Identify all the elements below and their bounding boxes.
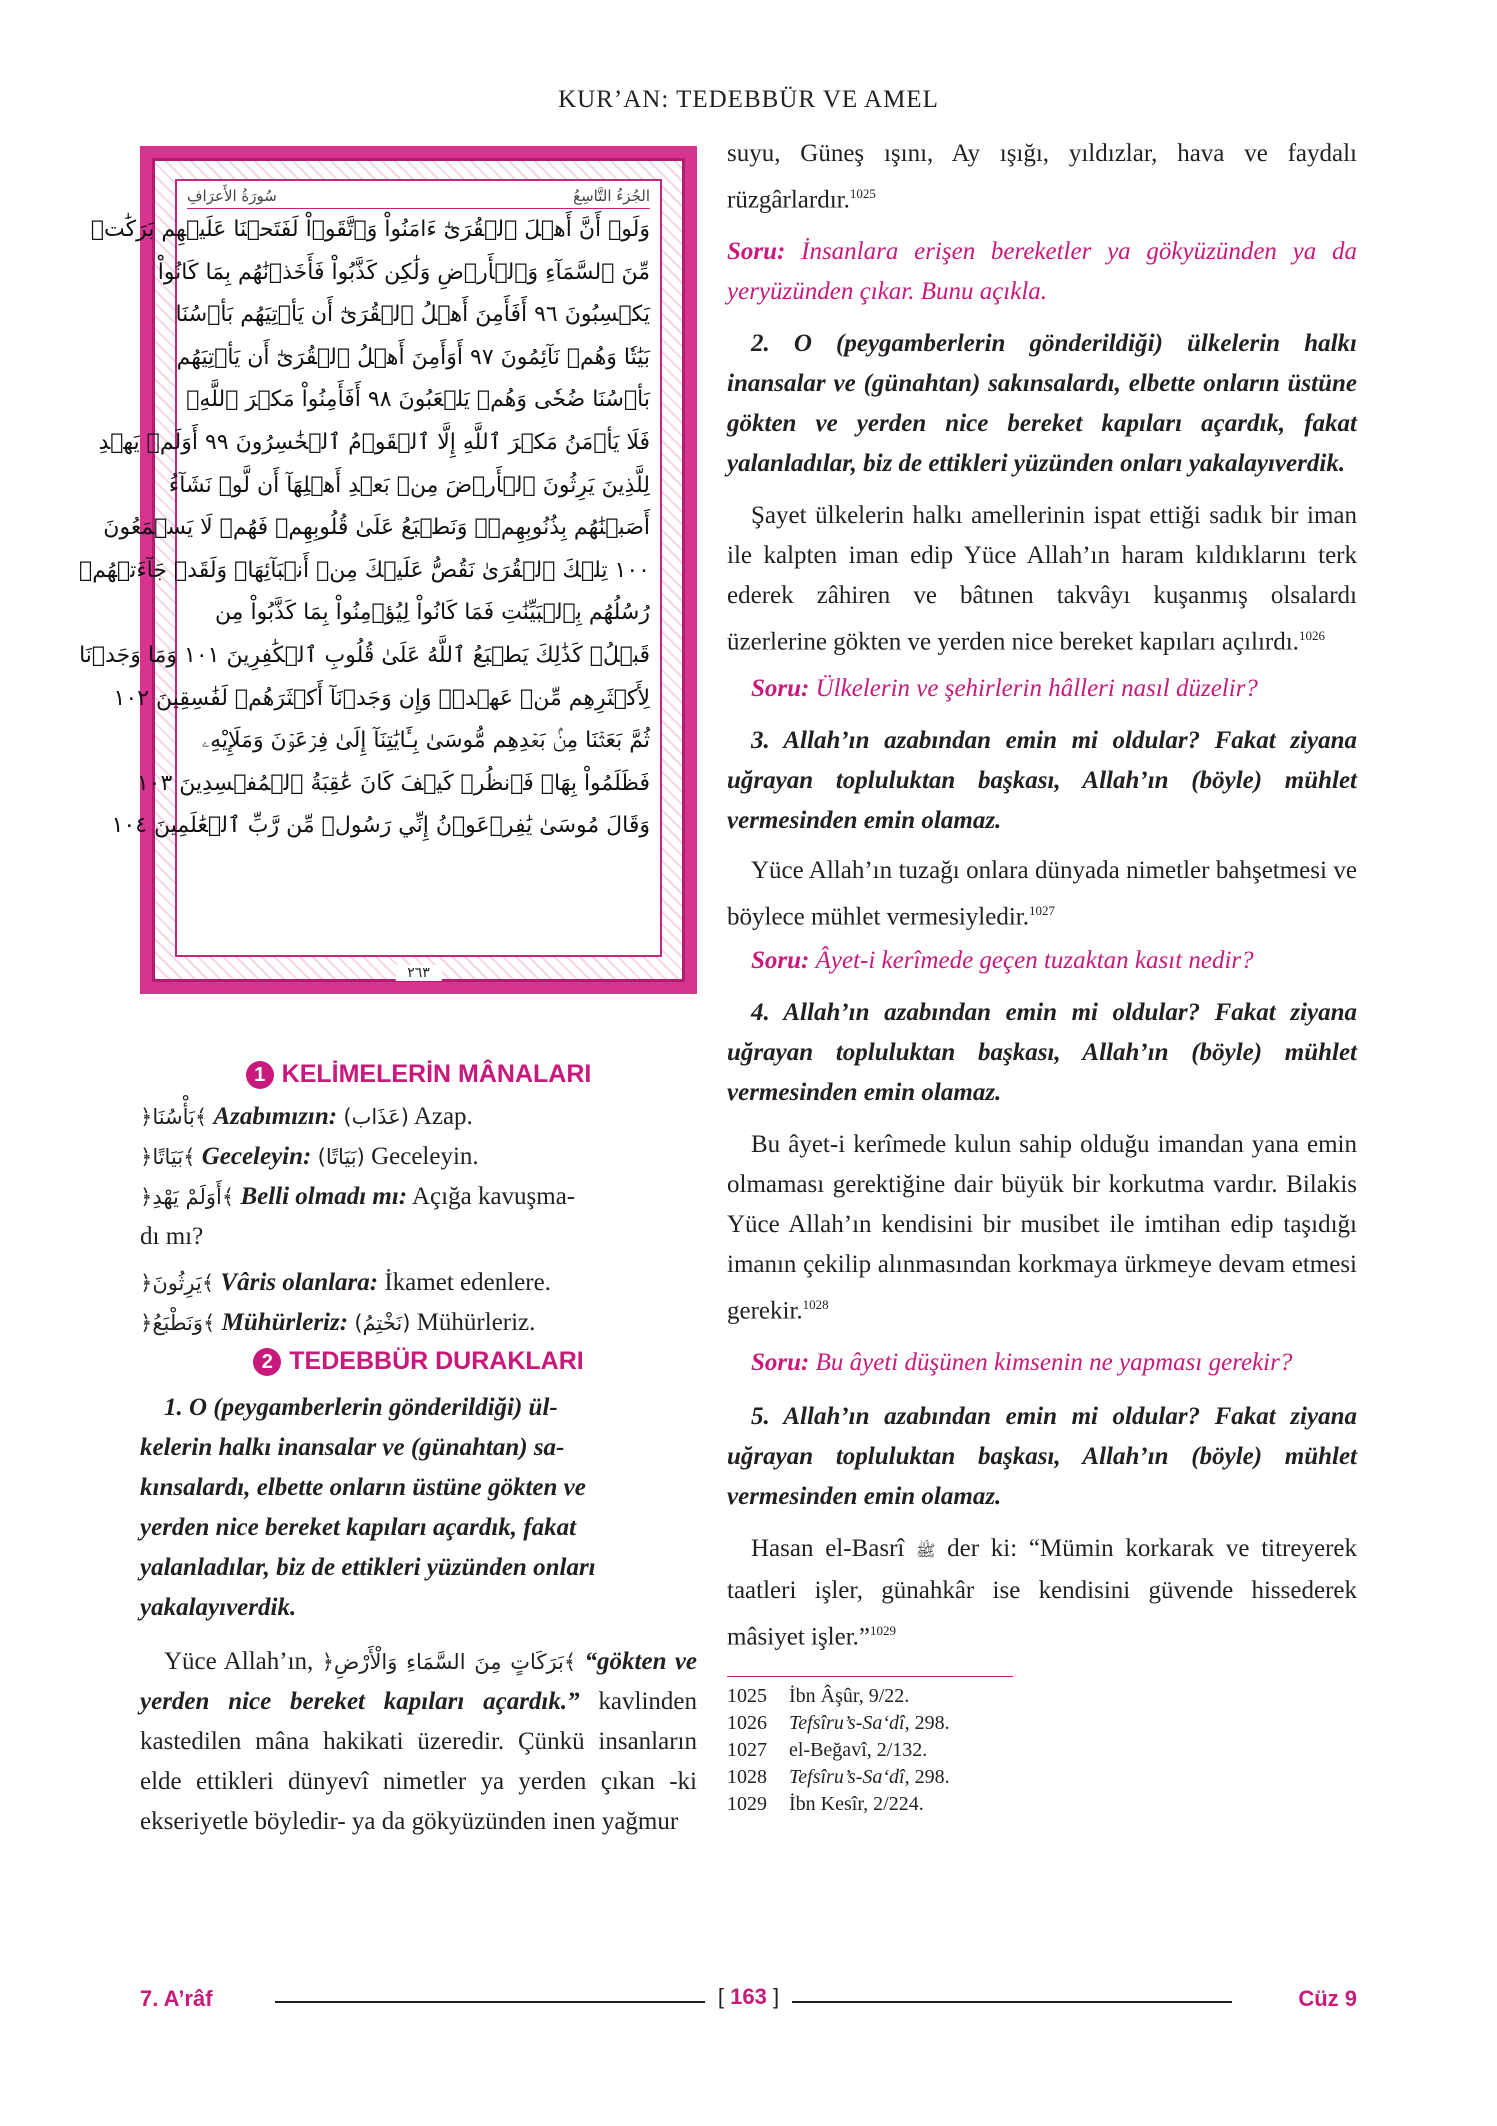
footnote-number: 1025 [727, 1684, 767, 1707]
mushaf-line: ١٠٠ تِلۡكَ ٱلۡقُرَىٰ نَقُصُّ عَلَيۡكَ مِنۡ أَنۢبَآئِهَاۚ وَلَقَدۡ جَآءَتۡهُمۡ [79, 557, 650, 583]
footnote-item [727, 1764, 1013, 1791]
footer-rule-left [275, 2001, 705, 2003]
word-list [140, 1097, 697, 1343]
footnote-ref[interactable]: 1027 [1029, 902, 1055, 918]
word-term: Belli olmadı mı: [240, 1183, 408, 1210]
question-text: Âyet-i kerîmede geçen tuzaktan kasıt nedir? [815, 946, 1254, 974]
left-column [140, 1060, 697, 1842]
running-title: KUR’AN: TEDEBBÜR VE AMEL [558, 86, 939, 113]
mushaf-text-area [79, 179, 662, 957]
section-title-text: TEDEBBÜR DURAKLARI [289, 1347, 584, 1375]
durak-line: yakalayıverdik. [140, 1594, 297, 1621]
mushaf-line: مِّنَ ٱلسَّمَآءِ وَٱلۡأَرۡضِ وَلَٰكِن كَذَّبُواْ فَأَخَذۡنَٰهُم بِمَا كَانُواْ [157, 259, 650, 285]
text-span: kavlinden kastedilen mâna hakikati üzeredir. Çünkü insanların elde ettikleri dünyevî nimetler ya yerden çıkan -ki ekseriyetle böyledir- ya da gökyüzünden inen yağmur [140, 1688, 698, 1835]
durak-4: 4. Allah’ın azabından emin mi oldular? Fakat ziyana uğrayan topluluktan başkası, Allah’ın (böyle) mühlet vermesinden emin olamaz. [727, 998, 1357, 1106]
paragraph-4 [727, 1125, 1357, 1331]
section-kelimeler-title [140, 1060, 697, 1089]
footnote-source-rest: , 298. [904, 1765, 950, 1788]
durak-line: yerden nice bereket kapıları açardık, fakat [140, 1514, 577, 1541]
word-item [140, 1263, 697, 1303]
footer-juz: Cüz 9 [1298, 1986, 1357, 2011]
footer-page-number [718, 1984, 779, 2010]
question-text: İnsanlara erişen bereketler ya gökyüzünden ya da yeryüzünden çıkar. Bunu açıkla. [727, 238, 1357, 306]
mushaf-juz-label: الجُزءُ التَّاسِعُ [573, 187, 650, 205]
word-term: Vâris olanlara: [220, 1269, 379, 1296]
word-item [140, 1137, 697, 1177]
mushaf-header [187, 187, 650, 209]
word-arabic: ﴿بَيَاتًا﴾ [140, 1145, 196, 1169]
right-column [727, 134, 1357, 1818]
question-label: Soru: [751, 674, 810, 702]
text-span: Yüce Allah’ın, [164, 1648, 314, 1675]
word-term: Geceleyin: [201, 1143, 312, 1170]
mushaf-line: يَكۡسِبُونَ ٩٦ أَفَأَمِنَ أَهۡلُ ٱلۡقُرَىٰٓ أَن يَأۡتِيَهُم بَأۡسُنَا [175, 302, 650, 328]
page-footer [140, 1986, 1357, 2016]
durak-5: 5. Allah’ın azabından emin mi oldular? Fakat ziyana uğrayan topluluktan başkası, Allah’ın (böyle) mühlet vermesinden emin olamaz. [727, 1403, 1357, 1511]
bracket: ] [766, 1984, 780, 2009]
mushaf-line: ثُمَّ بَعَثۡنَا مِنۢ بَعۡدِهِم مُّوسَىٰ بِـَٔايَٰتِنَآ إِلَىٰ فِرۡعَوۡنَ وَمَلَإِيْهِۦ [201, 728, 650, 754]
word-arabic: ﴿يَرِثُونَ﴾ [140, 1271, 215, 1295]
footnote-number: 1027 [727, 1738, 767, 1761]
word-arabic: ﴿أَوَلَمْ يَهْدِ﴾ [140, 1185, 235, 1209]
word-arabic: ﴿وَنَطْبَعُ﴾ [140, 1311, 216, 1335]
word-meaning-cont: dı mı? [140, 1223, 204, 1250]
question-2 [727, 669, 1357, 709]
footer-rule-right [792, 2001, 1232, 2003]
durak-2: 2. O (peygamberlerin gönderildiği) ülkelerin halkı inansalar ve (günahtan) sakınsalardı, elbette onların üstüne gökten ve yerden nice bereket kapıları açardık, fakat yalanladılar, biz de ettikleri yüzünden onları yakalayıverdik. [727, 330, 1357, 478]
word-root: (بَيَاتًا) [317, 1145, 365, 1169]
footnote-source-rest: , 298. [904, 1711, 950, 1734]
section-number-badge: 1 [246, 1061, 274, 1089]
durak-line: yalanladılar, biz de ettikleri yüzünden onları [140, 1554, 596, 1581]
question-label: Soru: [727, 238, 786, 266]
footnote-ref[interactable]: 1025 [849, 186, 876, 201]
mushaf-line: وَقَالَ مُوسَىٰ يَٰفِرۡعَوۡنُ إِنِّي رَسُولٞ مِّن رَّبِّ ٱلۡعَٰلَمِينَ ١٠٤ [111, 813, 650, 839]
footnotes [727, 1676, 1013, 1818]
paragraph-3 [727, 851, 1357, 937]
paragraph-5 [727, 1529, 1357, 1657]
question-label: Soru: [751, 1349, 810, 1377]
word-root: (نَخْتِمُ) [354, 1311, 411, 1335]
footnote-source: Tefsîru’s-Sa‘dî [789, 1765, 905, 1788]
durak-line: kelerin halkı inansalar ve (günahtan) sa- [140, 1434, 565, 1461]
question-label: Soru: [751, 946, 810, 974]
paragraph-1 [140, 1642, 697, 1842]
word-meaning: Mühürleriz. [416, 1309, 536, 1336]
text-span: Şayet ülkelerin halkı amellerinin ispat ettiği sadık bir iman ile kalpten iman edip Yüce Allah’ın haram kıldıklarını terk ederek zâhiren ve bâtınen takvâyı kuşanmış olsalardı üzerlerine gökten ve yerden nice bereket kapıları açılırdı. [727, 502, 1357, 656]
page-number: 163 [730, 1984, 767, 2009]
question-4 [727, 1343, 1357, 1383]
footnote-ref[interactable]: 1028 [802, 1296, 829, 1312]
footnote-number: 1028 [727, 1765, 767, 1788]
ayah-translation: “gökten ve yerden nice bereket kapıları açardık.” [140, 1648, 698, 1715]
durak-line: kınsalardı, elbette onların üstüne gökten ve [140, 1474, 586, 1501]
word-meaning: Açığa kavuşma- [412, 1183, 576, 1210]
mushaf-line: بَأۡسُنَا ضُحٗى وَهُمۡ يَلۡعَبُونَ ٩٨ أَفَأَمِنُواْ مَكۡرَ ٱللَّهِۚ [186, 387, 650, 413]
word-root: (عَذَاب) [343, 1105, 409, 1129]
paragraph-0 [727, 134, 1357, 220]
mushaf-line: فَلَا يَأۡمَنُ مَكۡرَ ٱللَّهِ إِلَّا ٱلۡقَوۡمُ ٱلۡخَٰسِرُونَ ٩٩ أَوَلَمۡ يَهۡدِ [98, 429, 650, 455]
footnote-item [727, 1791, 1013, 1818]
text-span: Hasan el-Basrî [751, 1535, 905, 1563]
mushaf-page-frame [79, 146, 697, 994]
footnote-item [727, 1683, 1013, 1710]
footnote-ref[interactable]: 1026 [1298, 628, 1325, 644]
word-arabic: ﴿بَأْسُنَا﴾ [140, 1105, 208, 1129]
mushaf-line: وَلَوۡ أَنَّ أَهۡلَ ٱلۡقُرَىٰٓ ءَامَنُواْ وَٱتَّقَوۡاْ لَفَتَحۡنَا عَلَيۡهِم بَرَكَٰتٖ [90, 217, 650, 242]
honorific-icon: ﷺ [916, 1541, 936, 1561]
section-duraklar-title [140, 1347, 697, 1376]
question-text: Bu âyeti düşünen kimsenin ne yapması gerekir? [815, 1349, 1293, 1377]
footnote-source: İbn Âşûr, 9/22. [789, 1684, 910, 1707]
word-meaning: Geceleyin. [371, 1143, 479, 1170]
durak-line: 1. O (peygamberlerin gönderildiği) ül- [164, 1394, 558, 1421]
footnote-source: el-Beğavî, 2/132. [789, 1738, 928, 1761]
ayah-quote: ﴿بَرَكَاتٍ مِنَ السَّمَاءِ وَالْأَرْضِ﴾ [321, 1650, 577, 1674]
word-meaning: İkamet edenlere. [384, 1269, 551, 1296]
mushaf-lines [79, 209, 650, 848]
footnote-number: 1029 [727, 1792, 767, 1815]
section-title-text: KELİMELERİN MÂNALARI [281, 1060, 592, 1088]
word-meaning: Azap. [413, 1103, 473, 1130]
footer-surah-name: 7. A’râf [140, 1986, 213, 2011]
footnote-source: Tefsîru’s-Sa‘dî [789, 1711, 905, 1734]
mushaf-line: فَظَلَمُواْ بِهَاۖ فَٱنظُرۡ كَيۡفَ كَانَ عَٰقِبَةُ ٱلۡمُفۡسِدِينَ ١٠٣ [136, 770, 650, 796]
text-span: suyu, Güneş ışını, Ay ışığı, yıldızlar, hava ve faydalı rüzgârlardır. [727, 140, 1357, 214]
paragraph-2 [727, 496, 1357, 662]
footnote-ref[interactable]: 1029 [870, 1623, 897, 1639]
word-term: Azabımızın: [213, 1103, 338, 1130]
text-span: Bu âyet-i kerîmede kulun sahip olduğu imandan yana emin olmaması gerektiğine dair büyük bir korkutma vardır. Bilakis Yüce Allah’ın kendisini bir musibet ile imtihan edip taşıdığı imanın çekilip alınmasından korkmaya ürkmeye devam etmesi gerekir. [727, 1130, 1357, 1325]
text-span: der ki: “Mümin korkarak ve titreyerek taatleri işler, günahkâr ise kendisini güvende hissederek mâsiyet işler.” [727, 1535, 1357, 1651]
section-number-badge: 2 [253, 1348, 281, 1376]
mushaf-line: رُسُلُهُم بِٱلۡبَيِّنَٰتِ فَمَا كَانُواْ لِيُؤۡمِنُواْ بِمَا كَذَّبُواْ مِن [214, 600, 650, 626]
mushaf-line: لِلَّذِينَ يَرِثُونَ ٱلۡأَرۡضَ مِنۢ بَعۡدِ أَهۡلِهَآ أَن لَّوۡ نَشَآءُ [168, 472, 650, 498]
mushaf-line: بَيَٰتٗا وَهُمۡ نَآئِمُونَ ٩٧ أَوَأَمِنَ أَهۡلُ ٱلۡقُرَىٰٓ أَن يَأۡتِيَهُم [176, 344, 650, 370]
question-1 [727, 232, 1357, 312]
word-item [140, 1177, 697, 1257]
footnote-item [727, 1710, 1013, 1737]
question-3 [727, 941, 1357, 981]
word-item [140, 1097, 697, 1137]
bracket: [ [717, 1984, 731, 2009]
word-item [140, 1303, 697, 1343]
mushaf-line: أَصَبۡنَٰهُم بِذُنُوبِهِمۡۚ وَنَطۡبَعُ عَلَىٰ قُلُوبِهِمۡ فَهُمۡ لَا يَسۡمَعُونَ [103, 515, 650, 541]
mushaf-line: لِأَكۡثَرِهِم مِّنۡ عَهۡدٖۖ وَإِن وَجَدۡنَآ أَكۡثَرَهُمۡ لَفَٰسِقِينَ ١٠٢ [113, 685, 650, 711]
durak-1-heading [140, 1388, 697, 1628]
footnote-number: 1026 [727, 1711, 767, 1734]
footnote-source: İbn Kesîr, 2/224. [789, 1792, 924, 1815]
mushaf-ornament-border [79, 158, 685, 982]
question-text: Ülkelerin ve şehirlerin hâlleri nasıl düzelir? [815, 674, 1258, 702]
footnote-item [727, 1737, 1013, 1764]
durak-3: 3. Allah’ın azabından emin mi oldular? Fakat ziyana uğrayan topluluktan başkası, Allah’ın (böyle) mühlet vermesinden emin olamaz. [727, 726, 1357, 834]
word-term: Mühürleriz: [221, 1309, 349, 1336]
mushaf-line: قَبۡلُۚ كَذَٰلِكَ يَطۡبَعُ ٱللَّهُ عَلَىٰ قُلُوبِ ٱلۡكَٰفِرِينَ ١٠١ وَمَا وَجَدۡنَا [79, 642, 650, 668]
text-span: Yüce Allah’ın tuzağı onlara dünyada nimetler bahşetmesi ve böylece mühlet vermesiyledir. [727, 856, 1357, 930]
mushaf-page-number: ٢٦٣ [395, 965, 442, 981]
mushaf-surah-label: سُورَةُ الأَعرَافِ [187, 187, 277, 205]
